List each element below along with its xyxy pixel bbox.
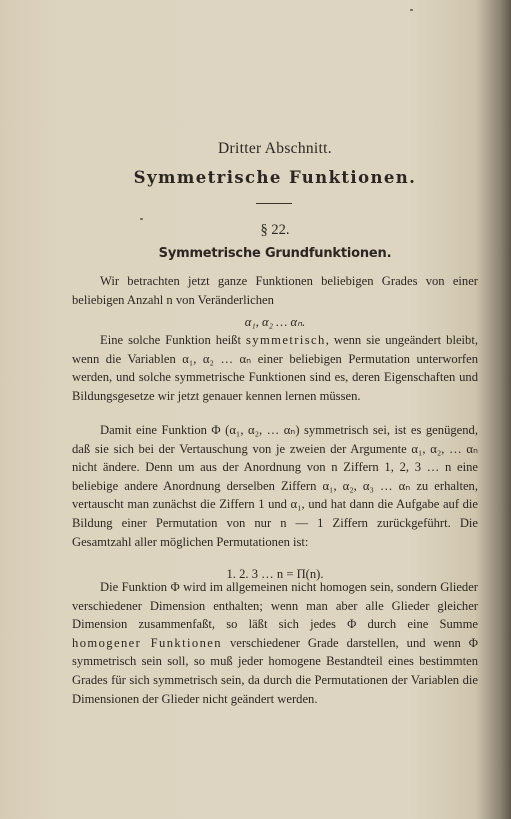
section-number: § 22.	[260, 222, 290, 238]
formula-variables: α₁, α₂ … αₙ.	[244, 315, 306, 329]
paragraph-4	[72, 578, 478, 708]
paragraph-4-part-a: Die Funktion Φ wird im allgemeinen nicht homogen sein, sondern Glieder verschiedener Dimension enthalten; wenn man aber alle Glieder gleicher Dimension zusammenfaßt, so läßt sich jedes Φ durch eine Summe	[72, 580, 478, 632]
paragraph-3: Damit eine Funktion Φ (α₁, α₂, … αₙ) symmetrisch sei, ist es genügend, daß sie sich bei der Vertauschung von je zweien der Argumente α₁, α₂, … αₙ nicht ändere. Denn um aus der Anordnung von n Ziffern 1, 2, 3 … n eine beliebige andere Anordnung derselben Ziffern α₁, α₂, α₃ … αₙ zu erhalten, vertauscht man zunächst die Ziffern 1 und α₁, und hat dann die Aufgabe auf die Bildung einer Permutation von nur n — 1 Ziffern zurückgeführt. Die Gesamtzahl aller möglichen Permutationen ist:	[72, 423, 478, 549]
divider-rule	[256, 203, 292, 204]
paragraph-1: Wir betrachten jetzt ganze Funktionen beliebigen Grades von einer beliebigen Anzahl n von Veränderlichen	[72, 274, 478, 307]
chapter-label: Dritter Abschnitt.	[218, 140, 332, 157]
emphasis-symmetrisch: symmetrisch	[245, 333, 326, 347]
paragraph-4-part-c: verschiedener Grade darstellen, und wenn Φ symmetrisch sein soll, so muß jeder homogene Bestandteil eines bestimmten Grades für sich symmetrisch sein, da durch die Permutationen der Variablen die Dimensionen der Glieder nicht geändert werden.	[72, 635, 478, 706]
paper-speck	[410, 9, 413, 11]
paper-speck	[140, 218, 143, 220]
paragraph-2-part-c: , wenn sie ungeändert bleibt, wenn die Variablen α₁, α₂ … αₙ einer beliebigen Permutation unterworfen werden, und solche symmetrische Funktionen sind es, deren Eigenschaften und Bildungsgesetze wir jetzt genauer kennen lernen müssen.	[72, 333, 478, 403]
emphasis-homogener-funktionen: homogener Funktionen	[72, 635, 222, 650]
formula-permutations: 1. 2. 3 … n = Π(n).	[226, 567, 324, 581]
chapter-title: Symmetrische Funktionen.	[133, 168, 417, 187]
paragraph-2	[72, 331, 478, 405]
paragraph-2-part-a: Eine solche Funktion heißt	[100, 333, 246, 347]
section-title: Symmetrische Grundfunktionen.	[158, 246, 392, 261]
